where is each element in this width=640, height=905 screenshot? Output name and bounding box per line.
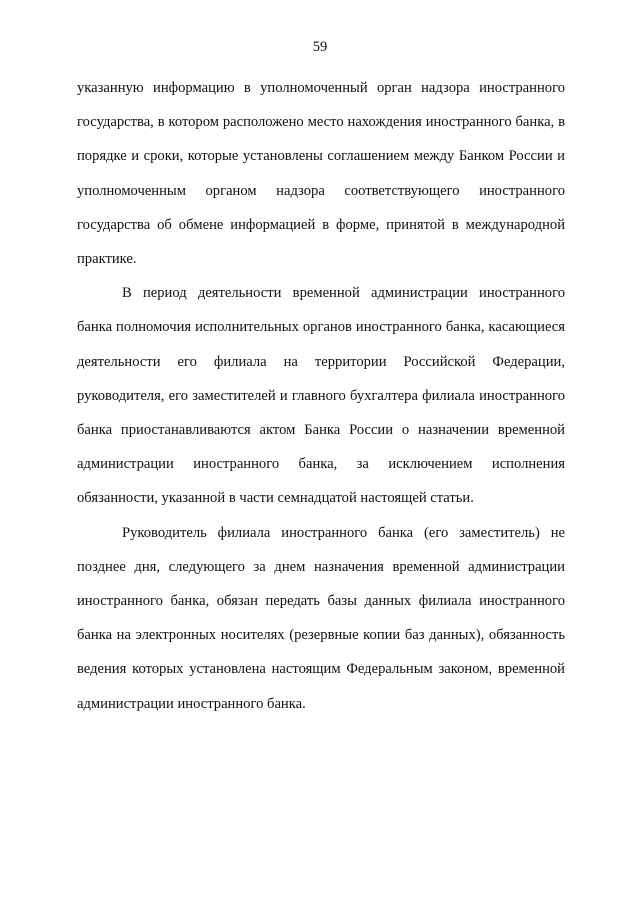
document-body	[77, 71, 565, 721]
paragraph-temporary-administration-powers: В период деятельности временной администрации иностранного банка полномочия исполнительных органов иностранного банка, касающиеся деятельности его филиала на территории Российской Федерации, руководителя, его заместителей и главного бухгалтера филиала иностранного банка приостанавливаются актом Банка России о назначении временной администрации иностранного банка, за исключением исполнения обязанности, указанной в части семнадцатой настоящей статьи.	[77, 285, 565, 507]
paragraph-continuation: указанную информацию в уполномоченный орган надзора иностранного государства, в котором расположено место нахождения иностранного банка, в порядке и сроки, которые установлены соглашением между Банком России и уполномоченным органом надзора соответствующего иностранного государства об обмене информацией в форме, принятой в международной практике.	[77, 80, 565, 268]
page-number: 59	[312, 39, 328, 55]
paragraph-database-transfer: Руководитель филиала иностранного банка (его заместитель) не позднее дня, следующего за днем назначения временной администрации иностранного банка, обязан передать базы данных филиала иностранного банка на электронных носителях (резервные копии баз данных), обязанность ведения которых установлена настоящим Федеральным законом, временной администрации иностранного банка.	[77, 524, 565, 712]
